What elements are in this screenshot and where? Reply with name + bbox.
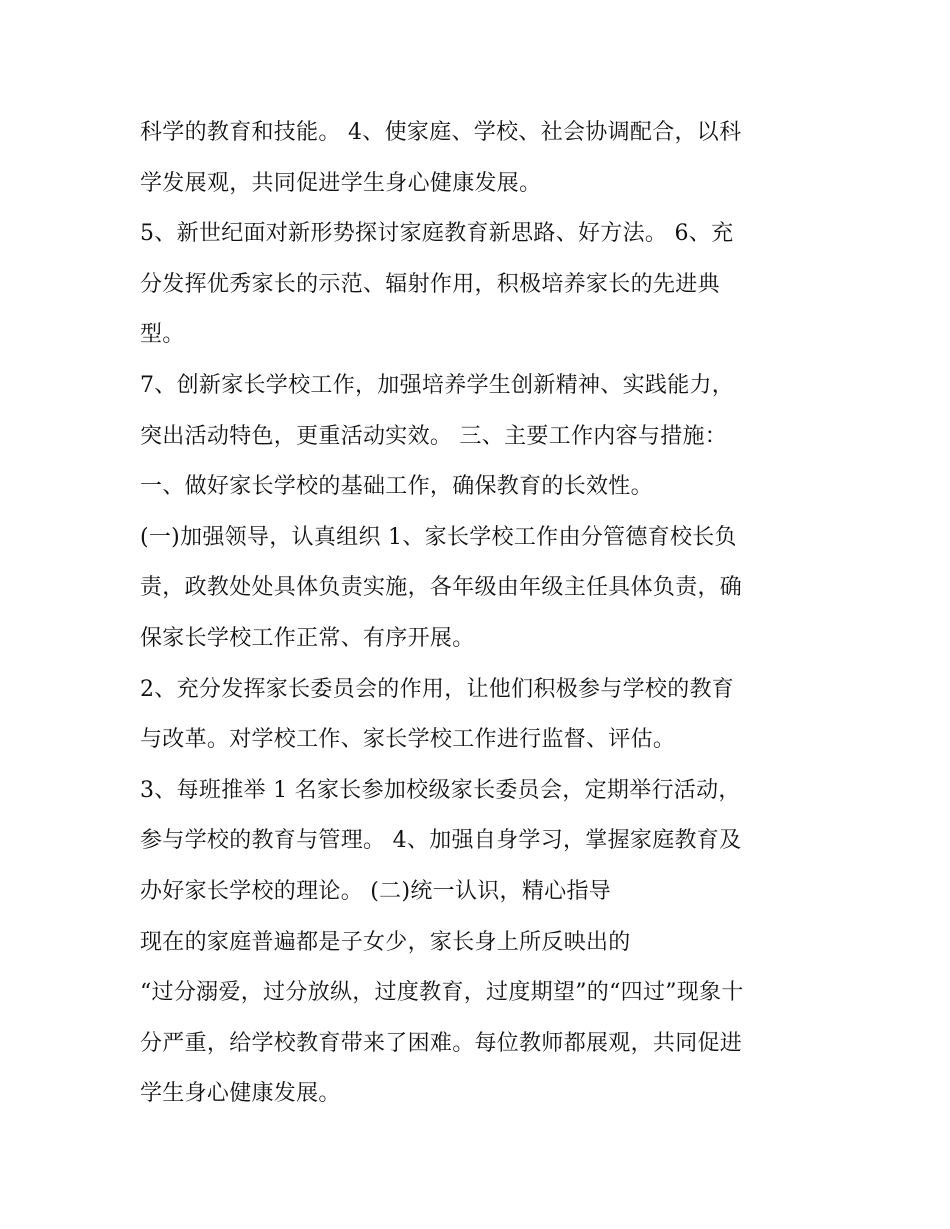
text-line: 责，政教处处具体负责实施，各年级由年级主任具体负责，确 [140, 575, 743, 601]
text-line: 突出活动特色，更重活动实效。 三、主要工作内容与措施： [140, 423, 728, 449]
text-line: 保家长学校工作正常、有序开展。 [140, 625, 475, 651]
text-line: 学发展观，共同促进学生身心健康发展。 [140, 170, 542, 196]
text-line: 分发挥优秀家长的示范、辐射作用，积极培养家长的先进典 [140, 271, 720, 297]
text-line: 5、新世纪面对新形势探讨家庭教育新思路、好方法。 6、充 [140, 221, 734, 247]
text-line: 型。 [140, 322, 185, 348]
text-line: 学生身心健康发展。 [140, 1081, 341, 1107]
text-line: 办好家长学校的理论。 (二)统一认识，精心指导 [140, 878, 612, 904]
text-line: 参与学校的教育与管理。 4、加强自身学习，掌握家庭教育及 [140, 828, 742, 854]
text-line: “过分溺爱，过分放纵，过度教育，过度期望”的“四过”现象十 [140, 980, 744, 1006]
text-line: (一)加强领导，认真组织 1、家长学校工作由分管德育校长负 [140, 524, 737, 550]
text-line: 现在的家庭普遍都是子女少，家长身上所反映出的 [140, 929, 631, 955]
text-line: 3、每班推举 1 名家长参加校级家长委员会，定期举行活动， [140, 777, 741, 803]
text-line: 科学的教育和技能。 4、使家庭、学校、社会协调配合，以科 [140, 120, 742, 145]
text-line: 分严重，给学校教育带来了困难。每位教师都展观，共同促进 [140, 1030, 743, 1056]
text-line: 7、创新家长学校工作，加强培养学生创新精神、实践能力， [140, 372, 735, 398]
text-line: 一、做好家长学校的基础工作，确保教育的长效性。 [140, 474, 653, 500]
text-line: 与改革。对学校工作、家长学校工作进行监督、评估。 [140, 727, 676, 753]
document-body [140, 108, 820, 1120]
text-line: 2、充分发挥家长委员会的作用，让他们积极参与学校的教育 [140, 676, 735, 702]
